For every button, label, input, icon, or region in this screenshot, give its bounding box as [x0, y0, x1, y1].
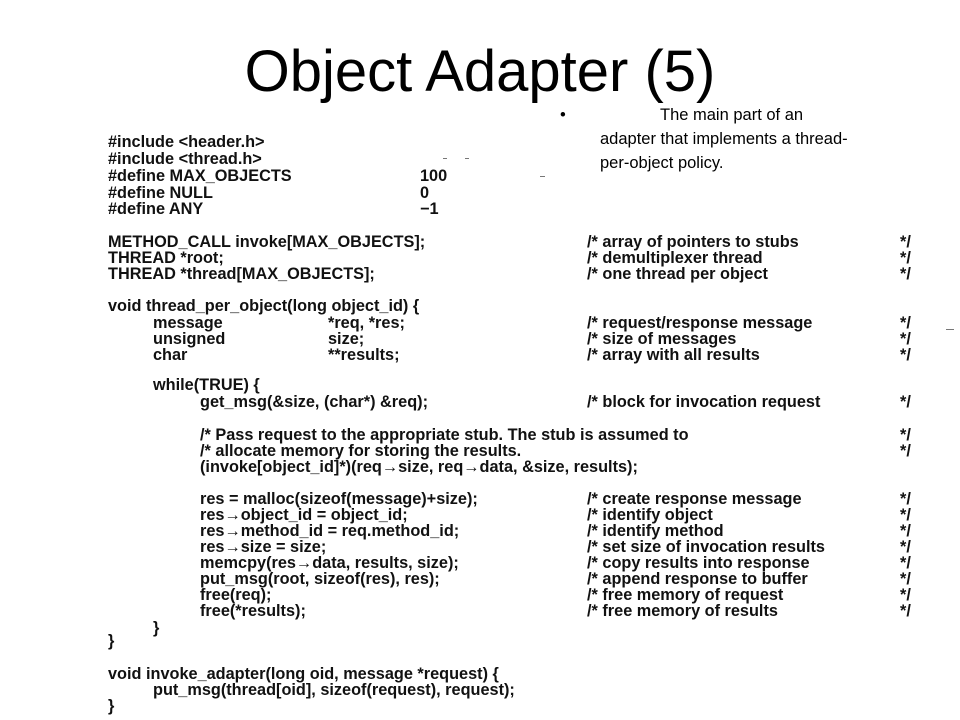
code-comment-end: */	[900, 426, 911, 444]
scan-speck	[540, 176, 545, 177]
code-line-close-while: }	[153, 619, 160, 637]
slide-title: Object Adapter (5)	[244, 39, 716, 104]
code-line-pass-comment-1: /* Pass request to the appropriate stub. The stub is assumed to	[200, 426, 689, 444]
code-comment: /* array of pointers to stubs	[587, 233, 799, 251]
scan-speck	[946, 329, 954, 330]
code-comment-end: */	[900, 522, 911, 540]
code-line-body: free(req);	[200, 586, 272, 604]
code-decl-type: char	[153, 346, 188, 364]
code-comment-end: */	[900, 570, 911, 588]
code-comment-end: */	[900, 330, 911, 348]
code-comment-end: */	[900, 554, 911, 572]
code-comment: /* one thread per object	[587, 265, 768, 283]
code-line-while: while(TRUE) {	[153, 376, 260, 394]
code-line-get-msg: get_msg(&size, (char*) &req);	[200, 393, 428, 411]
code-comment-end: */	[900, 233, 911, 251]
code-value-max: 100	[420, 167, 448, 185]
code-comment-end: */	[900, 314, 911, 332]
code-comment-end: */	[900, 249, 911, 267]
code-comment: /* free memory of request	[587, 586, 784, 604]
code-line-body: memcpy(res→data, results, size);	[200, 554, 459, 572]
code-comment: /* size of messages	[587, 330, 737, 348]
code-line-body: free(*results);	[200, 602, 306, 620]
code-line-define-null: #define NULL	[108, 184, 213, 202]
scan-speck	[465, 158, 469, 159]
code-comment-end: */	[900, 346, 911, 364]
code-comment: /* append response to buffer	[587, 570, 808, 588]
code-comment: /* request/response message	[587, 314, 813, 332]
code-decl-name: **results;	[328, 346, 400, 364]
code-value-any: −1	[420, 200, 439, 218]
bullet-text: The main part of an adapter that implements a thread-per-object policy.	[600, 106, 848, 172]
code-line-thread-root: THREAD *root;	[108, 249, 224, 267]
code-line-close-func2: }	[108, 697, 115, 715]
code-line-body: res→object_id = object_id;	[200, 506, 408, 524]
code-decl-name: *req, *res;	[328, 314, 405, 332]
code-line-func1-signature: void thread_per_object(long object_id) {	[108, 297, 420, 315]
code-comment: /* array with all results	[587, 346, 760, 364]
code-comment-end: */	[900, 538, 911, 556]
code-comment-end: */	[900, 265, 911, 283]
code-line-body: put_msg(root, sizeof(res), res);	[200, 570, 440, 588]
code-line-invoke-call: (invoke[object_id]*)(req→size, req→data, &size, results);	[200, 458, 638, 476]
code-comment: /* identify object	[587, 506, 713, 524]
code-comment: /* copy results into response	[587, 554, 810, 572]
code-line-pass-comment-2: /* allocate memory for storing the results.	[200, 442, 522, 460]
code-line-body: res→method_id = req.method_id;	[200, 522, 460, 540]
code-decl-type: unsigned	[153, 330, 226, 348]
code-comment-end: */	[900, 442, 911, 460]
code-comment-end: */	[900, 602, 911, 620]
code-line-func2-signature: void invoke_adapter(long oid, message *request) {	[108, 665, 499, 683]
code-value-null: 0	[420, 184, 430, 202]
code-line-body: res→size = size;	[200, 538, 327, 556]
bullet-dot-icon: •	[560, 106, 566, 124]
code-comment: /* free memory of results	[587, 602, 778, 620]
code-line-include-thread: #include <thread.h>	[108, 150, 262, 168]
code-line-include-header: #include <header.h>	[108, 133, 265, 151]
code-comment: /* set size of invocation results	[587, 538, 825, 556]
code-line-define-max: #define MAX_OBJECTS	[108, 167, 292, 185]
code-line-define-any: #define ANY	[108, 200, 204, 218]
code-comment: /* block for invocation request	[587, 393, 821, 411]
code-line-func2-body: put_msg(thread[oid], sizeof(request), request);	[153, 681, 515, 699]
code-comment: /* create response message	[587, 490, 802, 508]
code-comment-end: */	[900, 490, 911, 508]
code-comment-end: */	[900, 586, 911, 604]
code-decl-name: size;	[328, 330, 365, 348]
code-comment-end: */	[900, 506, 911, 524]
code-comment-end: */	[900, 393, 911, 411]
code-comment: /* demultiplexer thread	[587, 249, 763, 267]
code-comment: /* identify method	[587, 522, 724, 540]
code-line-close-func1: }	[108, 632, 115, 650]
code-line-invoke-array: METHOD_CALL invoke[MAX_OBJECTS];	[108, 233, 426, 251]
code-decl-type: message	[153, 314, 223, 332]
code-line-body: res = malloc(sizeof(message)+size);	[200, 490, 478, 508]
code-line-thread-array: THREAD *thread[MAX_OBJECTS];	[108, 265, 375, 283]
scan-speck	[443, 158, 447, 159]
